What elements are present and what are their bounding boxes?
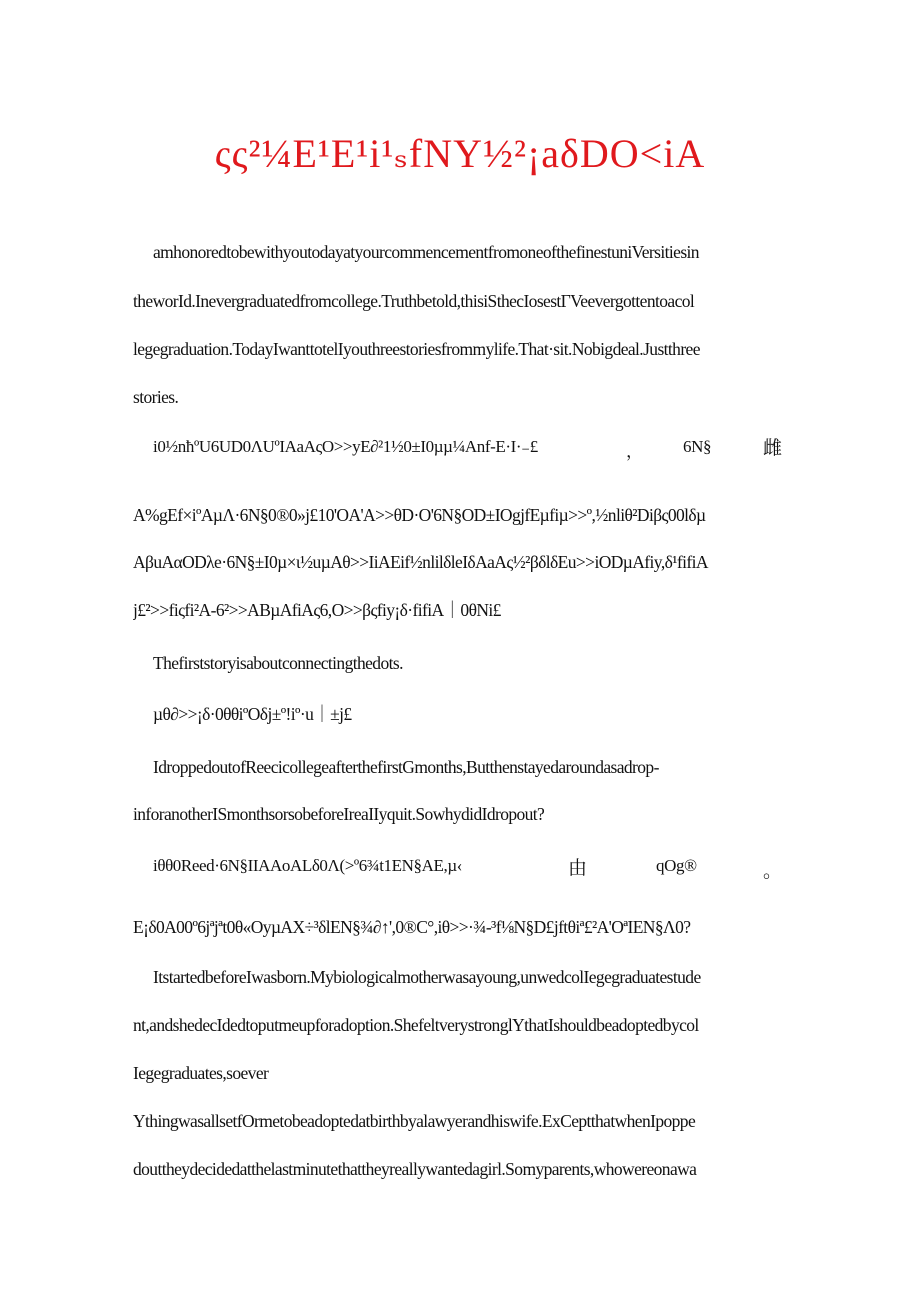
garbled-line	[153, 437, 793, 463]
paragraph-line: inforanotherISmonthsorsobeforeIreaIIyquit.SowhydidIdropout?	[133, 804, 545, 824]
paragraph-line: theworId.Inevergraduatedfromcollege.Truthbetold,thisiSthecIosestΓVeevergottentoacol	[133, 291, 695, 311]
paragraph-line: nt,andshedecIdedtoputmeupforadoption.ShefeltverystronglYthatIshouldbeadoptedbycol	[133, 1015, 699, 1035]
garbled-text: 6N§	[683, 437, 712, 456]
paragraph-line: Thefirststoryisaboutconnectingthedots.	[153, 653, 403, 673]
garbled-line: µθ∂>>¡δ·0θθiºOδj±º!iº·u｜±j£	[153, 704, 352, 724]
garbled-line: j£²>>fiςfi²A-6²>>ABµAfiAς6,O>>βςfiy¡δ·fifiA｜0θNi£	[133, 600, 501, 620]
paragraph-line: amhonoredtobewithyoutodayatyourcommencementfromoneofthefinestuniVersitiesin	[153, 242, 699, 262]
garbled-line	[153, 856, 793, 882]
garbled-text: 。	[763, 860, 782, 882]
garbled-line: A%gEf×iºAµΛ·6N§0®0»j£10'OA'A>>θD·O'6N§OD±IOgjfEµfiµ>>º,½nliθ²Diβς00lδµ	[133, 505, 706, 525]
garbled-text: 雌	[763, 437, 782, 459]
paragraph-line: legegraduation.TodayIwanttotelIyouthreestoriesfrommylife.That·sit.Nobigdeal.Justthree	[133, 339, 700, 359]
garbled-line: E¡δ0A00º6jªjªt0θ«OyµAX÷³δlEN§¾∂↑',0®C°,iθ>>·¾-³f⅛N§D£jftθiª£²A'OªIEN§Λ0?	[133, 917, 691, 937]
garbled-text: i0½nħºU6UD0ΛUºIAaAςO>>yE∂²1½0±I0µµ¼Anf-E·I·₋£	[153, 437, 538, 456]
paragraph-line: ItstartedbeforeIwasborn.Mybiologicalmotherwasayoung,unwedcolIegegraduatestude	[153, 967, 701, 987]
paragraph-line: YthingwasallsetfOrmetobeadoptedatbirthbyalawyerandhiswife.ExCeptthatwhenIpoppe	[133, 1111, 696, 1131]
paragraph-line: stories.	[133, 387, 179, 407]
garbled-text: ，	[626, 442, 643, 461]
paragraph-line: IdroppedoutofReecicollegeafterthefirstGmonths,Butthenstayedaroundasadrop-	[153, 757, 659, 777]
paragraph-line: douttheydecidedatthelastminutethattheyreallywantedagirl.Somyparents,whowereonawa	[133, 1159, 697, 1179]
garbled-text: 由	[568, 857, 587, 879]
document-title: ςς²¼E¹E¹i¹ₛfNY½²¡aδDO<iA	[214, 131, 706, 176]
garbled-text: iθθ0Reed·6N§IIAAoALδ0Λ(>º6¾t1EN§AE,µ‹	[153, 856, 462, 875]
garbled-line: AβuAαODλe·6N§±I0µ×ι½uµAθ>>IiAEif½nlilδleIδAaAς½²βδlδEu>>iODµAfiy,δ¹fifiA	[133, 552, 708, 572]
paragraph-line: Iegegraduates,soever	[133, 1063, 269, 1083]
garbled-text: qOg®	[656, 856, 697, 875]
